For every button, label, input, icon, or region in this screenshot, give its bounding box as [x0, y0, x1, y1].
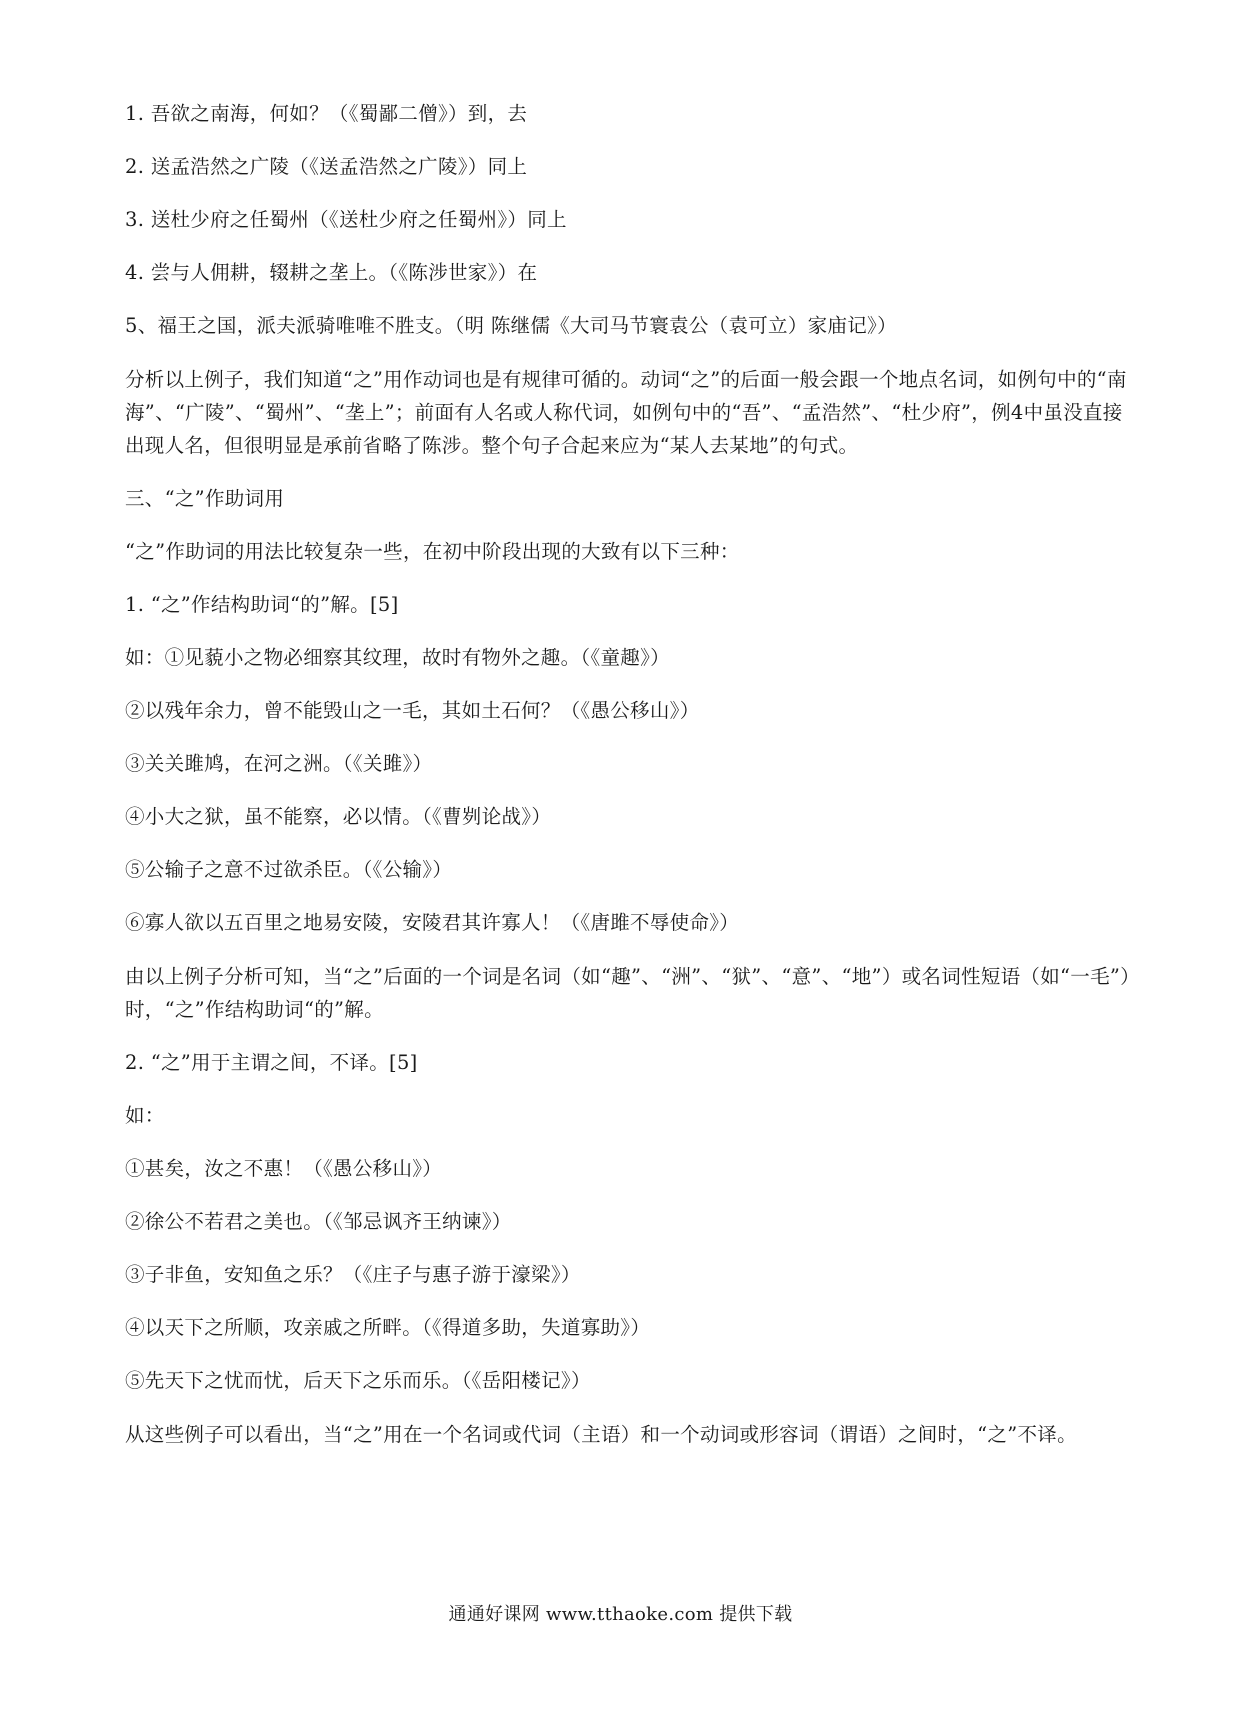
example-intro-label: 如： [125, 1104, 165, 1127]
example-line-5: 5、福王之国，派夫派骑唯唯不胜支。（明 陈继儒《大司马节寰袁公（袁可立）家庙记》） [125, 314, 897, 337]
example-subject-predicate-4: ④以天下之所顺，攻亲戚之所畔。（《得道多助，失道寡助》） [125, 1316, 651, 1339]
analysis-paragraph-verb: 分析以上例子，我们知道“之”用作动词也是有规律可循的。动词“之”的后面一般会跟一个地点名词，如例句中的“南海”、“广陵”、“蜀州”、“垄上”；前面有人名或人称代词，如例句中的“吾”、“孟浩然”、“杜少府”，例4中虽没直接出现人名，但很明显是承前省略了陈涉。整个句子合起来应为“某人去某地”的句式。 [125, 368, 1127, 457]
analysis-paragraph-structural: 由以上例子分析可知，当“之”后面的一个词是名词（如“趣”、“洲”、“狱”、“意”、“地”）或名词性短语（如“一毛”）时，“之”作结构助词“的”解。 [125, 965, 1131, 1021]
document-body [125, 98, 1135, 1472]
example-structural-1: 如：①见藐小之物必细察其纹理，故时有物外之趣。（《童趣》） [125, 646, 670, 669]
example-subject-predicate-3: ③子非鱼，安知鱼之乐？（《庄子与惠子游于濠梁》） [125, 1263, 581, 1286]
page-footer: 通通好课网 www.tthaoke.com 提供下载 [448, 1604, 793, 1625]
example-structural-5: ⑤公输子之意不过欲杀臣。（《公输》） [125, 858, 453, 881]
example-structural-6: ⑥寡人欲以五百里之地易安陵，安陵君其许寡人！（《唐雎不辱使命》） [125, 911, 740, 934]
subheading-subject-predicate: 2. “之”用于主谓之间，不译。[5] [125, 1051, 418, 1074]
section-heading-particle: 三、“之”作助词用 [125, 487, 285, 510]
example-structural-2: ②以残年余力，曾不能毁山之一毛，其如土石何？（《愚公移山》） [125, 699, 700, 722]
example-subject-predicate-5: ⑤先天下之忧而忧，后天下之乐而乐。（《岳阳楼记》） [125, 1369, 591, 1392]
example-line-2: 2. 送孟浩然之广陵（《送孟浩然之广陵》）同上 [125, 155, 528, 178]
example-line-1: 1. 吾欲之南海，何如？（《蜀鄙二僧》）到，去 [125, 102, 528, 125]
example-subject-predicate-1: ①甚矣，汝之不惠！（《愚公移山》） [125, 1157, 443, 1180]
example-subject-predicate-2: ②徐公不若君之美也。（《邹忌讽齐王纳谏》） [125, 1210, 512, 1233]
example-line-3: 3. 送杜少府之任蜀州（《送杜少府之任蜀州》）同上 [125, 208, 567, 231]
example-structural-4: ④小大之狱，虽不能察，必以情。（《曹刿论战》） [125, 805, 552, 828]
example-line-4: 4. 尝与人佣耕，辍耕之垄上。（《陈涉世家》）在 [125, 261, 538, 284]
analysis-paragraph-subject-predicate: 从这些例子可以看出，当“之”用在一个名词或代词（主语）和一个动词或形容词（谓语）之间时，“之”不译。 [125, 1423, 1077, 1446]
intro-paragraph-particle: “之”作助词的用法比较复杂一些，在初中阶段出现的大致有以下三种： [125, 540, 740, 563]
example-structural-3: ③关关雎鸠，在河之洲。（《关雎》） [125, 752, 433, 775]
subheading-structural-particle: 1. “之”作结构助词“的”解。[5] [125, 593, 399, 616]
